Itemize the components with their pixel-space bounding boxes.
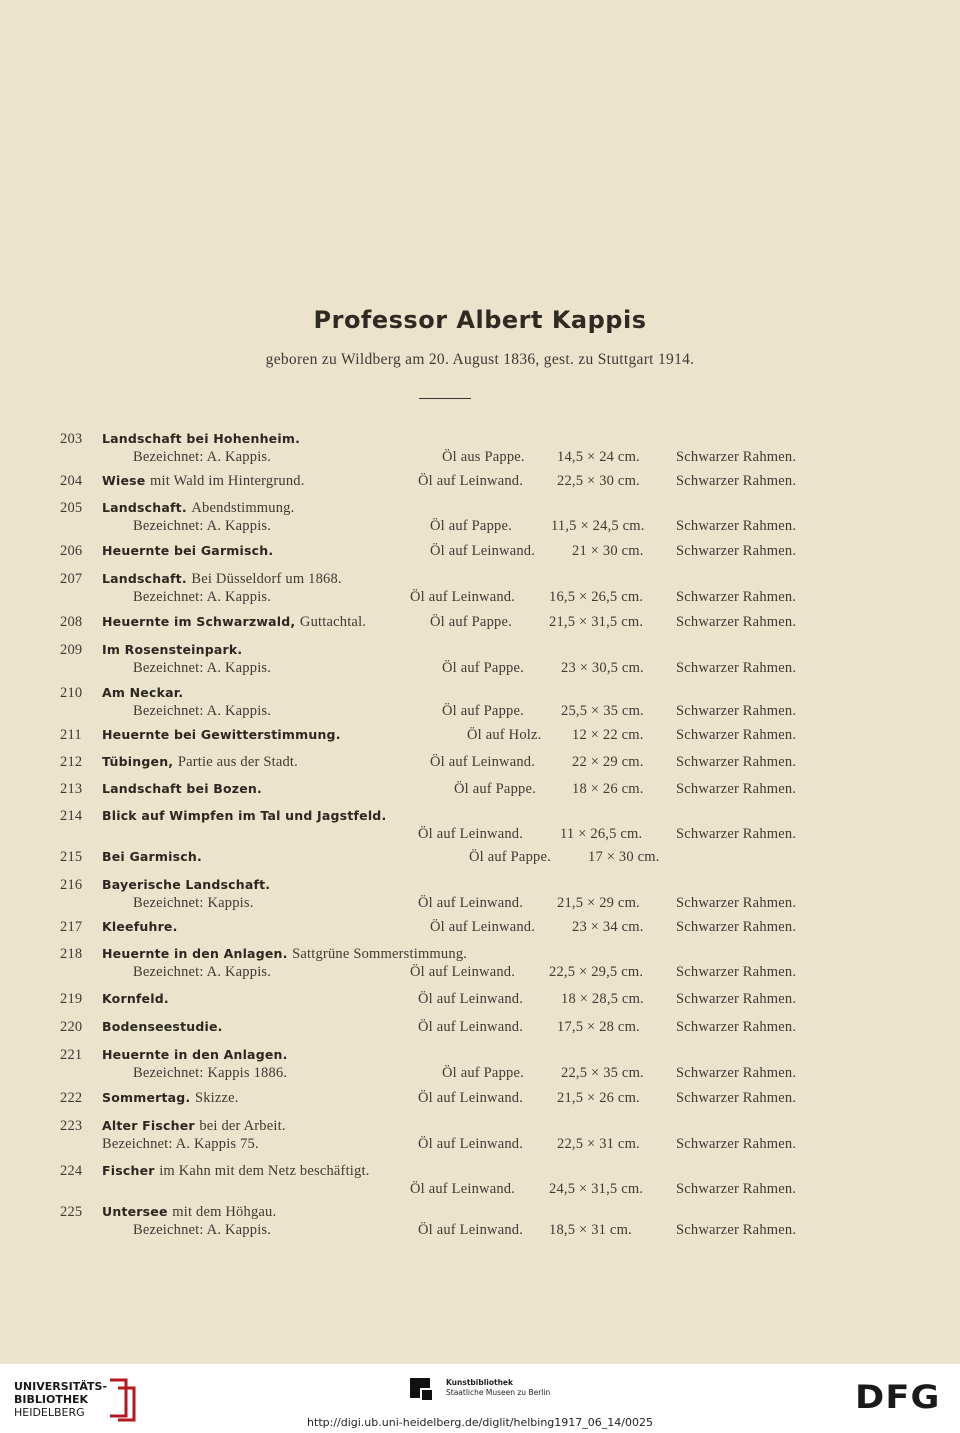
entry-line xyxy=(0,588,960,606)
entry-number: 213 xyxy=(60,781,83,797)
entry-number: 221 xyxy=(60,1047,83,1063)
entry-title-text: Kornfeld. xyxy=(102,991,169,1006)
entry-signature: Bezeichnet: A. Kappis. xyxy=(133,660,272,676)
title-divider xyxy=(419,398,471,399)
entry-title-text: Tübingen, xyxy=(102,754,174,769)
entry-dimensions: 17 × 30 cm. xyxy=(588,849,660,865)
entry-title xyxy=(102,641,242,659)
entry-title-text: Blick auf Wimpfen im Tal und Jagstfeld. xyxy=(102,808,387,823)
entry-number: 214 xyxy=(60,808,83,824)
entry-number: 210 xyxy=(60,685,83,701)
entry-line xyxy=(0,613,960,631)
entry-line xyxy=(0,641,960,659)
entry-frame: Schwarzer Rahmen. xyxy=(676,754,797,770)
entry-signature: Bezeichnet: Kappis. xyxy=(133,895,254,911)
entry-signature: Bezeichnet: A. Kappis. xyxy=(133,518,272,534)
entry-title-text: Kleefuhre. xyxy=(102,919,178,934)
entry-dimensions: 22 × 29 cm. xyxy=(572,754,644,770)
entry-title-text: Am Neckar. xyxy=(102,685,184,700)
entry-description: mit Wald im Hintergrund. xyxy=(150,473,305,489)
entry-dimensions: 17,5 × 28 cm. xyxy=(557,1019,640,1035)
entry-frame: Schwarzer Rahmen. xyxy=(676,1181,797,1197)
entry-dimensions: 22,5 × 35 cm. xyxy=(561,1065,644,1081)
entry-line xyxy=(0,807,960,825)
entry-number: 205 xyxy=(60,500,83,516)
entry-title xyxy=(102,780,262,798)
entry-medium: Öl auf Pappe. xyxy=(430,614,512,630)
entry-medium: Öl auf Leinwand. xyxy=(418,1019,524,1035)
entry-title xyxy=(102,1162,370,1180)
entry-description: Guttachtal. xyxy=(299,614,367,630)
entry-frame: Schwarzer Rahmen. xyxy=(676,1136,797,1152)
entry-title xyxy=(102,753,298,771)
entry-signature: Bezeichnet: A. Kappis. xyxy=(133,589,272,605)
entry-line xyxy=(0,448,960,466)
entry-dimensions: 23 × 30,5 cm. xyxy=(561,660,644,676)
entry-number: 218 xyxy=(60,946,83,962)
entry-medium: Öl auf Pappe. xyxy=(442,660,524,676)
entry-number: 225 xyxy=(60,1204,83,1220)
entry-line xyxy=(0,780,960,798)
entry-line xyxy=(0,894,960,912)
kunstbibliothek-icon xyxy=(410,1378,436,1404)
entry-dimensions: 14,5 × 24 cm. xyxy=(557,449,640,465)
kunstbibliothek-logo[interactable] xyxy=(410,1378,570,1408)
entry-frame: Schwarzer Rahmen. xyxy=(676,589,797,605)
entry-frame: Schwarzer Rahmen. xyxy=(676,781,797,797)
entry-number: 222 xyxy=(60,1090,83,1106)
entry-medium: Öl auf Leinwand. xyxy=(418,991,524,1007)
entry-frame: Schwarzer Rahmen. xyxy=(676,895,797,911)
entry-signature: Bezeichnet: A. Kappis. xyxy=(133,1222,272,1238)
entry-frame: Schwarzer Rahmen. xyxy=(676,449,797,465)
entry-title xyxy=(102,1046,288,1064)
entry-title-text: Heuernte bei Gewitterstimmung. xyxy=(102,727,341,742)
entry-medium: Öl auf Pappe. xyxy=(442,703,524,719)
entry-title xyxy=(102,472,305,490)
entry-frame: Schwarzer Rahmen. xyxy=(676,991,797,1007)
entry-title xyxy=(102,918,178,936)
entry-number: 204 xyxy=(60,473,83,489)
entry-dimensions: 25,5 × 35 cm. xyxy=(561,703,644,719)
entry-number: 224 xyxy=(60,1163,83,1179)
entry-dimensions: 12 × 22 cm. xyxy=(572,727,644,743)
footer-bar xyxy=(0,1364,960,1433)
permalink-url[interactable]: http://digi.ub.uni-heidelberg.de/diglit/helbing1917_06_14/0025 xyxy=(307,1416,653,1429)
entry-title-text: Heuernte in den Anlagen. xyxy=(102,946,288,961)
entry-title-text: Heuernte in den Anlagen. xyxy=(102,1047,288,1062)
entry-dimensions: 18 × 28,5 cm. xyxy=(561,991,644,1007)
entry-description: Sattgrüne Sommerstimmung. xyxy=(292,946,468,962)
entry-frame: Schwarzer Rahmen. xyxy=(676,614,797,630)
entry-medium: Öl auf Leinwand. xyxy=(410,964,516,980)
entry-title-text: Wiese xyxy=(102,473,146,488)
entry-frame: Schwarzer Rahmen. xyxy=(676,1065,797,1081)
entry-title xyxy=(102,499,294,517)
entry-title xyxy=(102,542,273,560)
entry-title-text: Heuernte bei Garmisch. xyxy=(102,543,274,558)
entry-number: 223 xyxy=(60,1118,83,1134)
entry-line xyxy=(0,1135,960,1153)
entry-dimensions: 18 × 26 cm. xyxy=(572,781,644,797)
entry-signature: Bezeichnet: A. Kappis 75. xyxy=(102,1136,259,1152)
entry-medium: Öl auf Leinwand. xyxy=(430,543,536,559)
entry-description: Skizze. xyxy=(194,1090,239,1106)
entry-dimensions: 24,5 × 31,5 cm. xyxy=(549,1181,644,1197)
entry-dimensions: 21,5 × 26 cm. xyxy=(557,1090,640,1106)
entry-frame: Schwarzer Rahmen. xyxy=(676,473,797,489)
entry-medium: Öl auf Leinwand. xyxy=(418,826,524,842)
entry-frame: Schwarzer Rahmen. xyxy=(676,1090,797,1106)
entry-number: 211 xyxy=(60,727,82,743)
entry-title xyxy=(102,1203,276,1221)
entry-line xyxy=(0,517,960,535)
entry-title-text: Landschaft bei Bozen. xyxy=(102,781,262,796)
entry-frame: Schwarzer Rahmen. xyxy=(676,518,797,534)
entry-number: 203 xyxy=(60,431,83,447)
entry-title xyxy=(102,848,202,866)
entry-medium: Öl auf Leinwand. xyxy=(430,754,536,770)
entry-title-text: Landschaft. xyxy=(102,500,187,515)
entry-line xyxy=(0,499,960,517)
entry-line xyxy=(0,702,960,720)
entry-number: 208 xyxy=(60,614,83,630)
entry-line xyxy=(0,1046,960,1064)
entry-medium: Öl auf Leinwand. xyxy=(418,895,524,911)
entry-line xyxy=(0,542,960,560)
entry-line xyxy=(0,726,960,744)
entry-title xyxy=(102,570,342,588)
entry-dimensions: 22,5 × 31 cm. xyxy=(557,1136,640,1152)
entry-title-text: Landschaft bei Hohenheim. xyxy=(102,431,301,446)
entry-description: bei der Arbeit. xyxy=(199,1118,286,1134)
entry-medium: Öl auf Leinwand. xyxy=(430,919,536,935)
entry-number: 212 xyxy=(60,754,83,770)
entry-line xyxy=(0,848,960,866)
entry-title-text: Bei Garmisch. xyxy=(102,849,202,864)
entry-signature: Bezeichnet: A. Kappis. xyxy=(133,703,272,719)
entry-dimensions: 21 × 30 cm. xyxy=(572,543,644,559)
entry-line xyxy=(0,918,960,936)
entry-medium: Öl auf Pappe. xyxy=(430,518,512,534)
entry-number: 207 xyxy=(60,571,83,587)
entry-frame: Schwarzer Rahmen. xyxy=(676,660,797,676)
entry-signature: Bezeichnet: Kappis 1886. xyxy=(133,1065,288,1081)
entry-frame: Schwarzer Rahmen. xyxy=(676,543,797,559)
entry-dimensions: 16,5 × 26,5 cm. xyxy=(549,589,644,605)
entry-title xyxy=(102,876,270,894)
entry-frame: Schwarzer Rahmen. xyxy=(676,727,797,743)
entry-title xyxy=(102,1018,223,1036)
entry-title-text: Sommertag. xyxy=(102,1090,191,1105)
entry-title xyxy=(102,684,183,702)
entry-title-text: Im Rosensteinpark. xyxy=(102,642,243,657)
entry-title xyxy=(102,945,467,963)
entry-title xyxy=(102,990,169,1008)
entry-dimensions: 11 × 26,5 cm. xyxy=(560,826,643,842)
entry-title-text: Heuernte im Schwarzwald, xyxy=(102,614,296,629)
entry-dimensions: 22,5 × 30 cm. xyxy=(557,473,640,489)
entry-frame: Schwarzer Rahmen. xyxy=(676,919,797,935)
entry-signature: Bezeichnet: A. Kappis. xyxy=(133,449,272,465)
entry-frame: Schwarzer Rahmen. xyxy=(676,1019,797,1035)
entry-title-text: Bayerische Landschaft. xyxy=(102,877,271,892)
entry-title-text: Fischer xyxy=(102,1163,155,1178)
entry-line xyxy=(0,570,960,588)
entry-number: 215 xyxy=(60,849,83,865)
entry-line xyxy=(0,1018,960,1036)
entry-frame: Schwarzer Rahmen. xyxy=(676,1222,797,1238)
entry-line xyxy=(0,1180,960,1198)
entry-frame: Schwarzer Rahmen. xyxy=(676,826,797,842)
entry-dimensions: 22,5 × 29,5 cm. xyxy=(549,964,644,980)
entry-line xyxy=(0,876,960,894)
entry-title-text: Landschaft. xyxy=(102,571,187,586)
entry-medium: Öl auf Leinwand. xyxy=(418,1222,524,1238)
ub-logo-text: UNIVERSITÄTS- BIBLIOTHEK HEIDELBERG xyxy=(14,1380,108,1419)
dfg-logo[interactable]: DFG xyxy=(855,1378,941,1416)
entry-line xyxy=(0,963,960,981)
entry-title xyxy=(102,726,341,744)
entry-line xyxy=(0,1203,960,1221)
entry-description: mit dem Höhgau. xyxy=(172,1204,277,1220)
entry-medium: Öl auf Leinwand. xyxy=(418,1136,524,1152)
entry-description: Abendstimmung. xyxy=(191,500,295,516)
entry-description: im Kahn mit dem Netz beschäftigt. xyxy=(159,1163,370,1179)
entry-frame: Schwarzer Rahmen. xyxy=(676,703,797,719)
entry-description: Partie aus der Stadt. xyxy=(177,754,298,770)
page-subtitle: geboren zu Wildberg am 20. August 1836, gest. zu Stuttgart 1914. xyxy=(265,351,695,368)
entry-title-text: Bodenseestudie. xyxy=(102,1019,223,1034)
entry-line xyxy=(0,825,960,843)
entry-title xyxy=(102,1089,239,1107)
entry-number: 219 xyxy=(60,991,83,1007)
entry-medium: Öl auf Leinwand. xyxy=(410,589,516,605)
entry-number: 206 xyxy=(60,543,83,559)
entry-dimensions: 18,5 × 31 cm. xyxy=(549,1222,632,1238)
entry-title-text: Untersee xyxy=(102,1204,168,1219)
entry-medium: Öl auf Holz. xyxy=(467,727,542,743)
entry-number: 216 xyxy=(60,877,83,893)
entry-line xyxy=(0,659,960,677)
entry-number: 217 xyxy=(60,919,83,935)
entry-line xyxy=(0,430,960,448)
entry-dimensions: 11,5 × 24,5 cm. xyxy=(551,518,645,534)
page-title: Professor Albert Kappis xyxy=(313,306,647,334)
entry-line xyxy=(0,1162,960,1180)
entry-dimensions: 21,5 × 29 cm. xyxy=(557,895,640,911)
entry-line xyxy=(0,684,960,702)
entry-title-text: Alter Fischer xyxy=(102,1118,195,1133)
entry-medium: Öl auf Pappe. xyxy=(454,781,536,797)
entry-title xyxy=(102,807,386,825)
entry-medium: Öl auf Leinwand. xyxy=(418,473,524,489)
entry-line xyxy=(0,1064,960,1082)
entry-title xyxy=(102,613,366,631)
entry-line xyxy=(0,1221,960,1239)
entry-line xyxy=(0,472,960,490)
entry-medium: Öl auf Pappe. xyxy=(442,1065,524,1081)
entry-title xyxy=(102,430,300,448)
entry-description: Bei Düsseldorf um 1868. xyxy=(191,571,342,587)
entry-medium: Öl auf Leinwand. xyxy=(418,1090,524,1106)
entry-medium: Öl auf Pappe. xyxy=(469,849,551,865)
entry-line xyxy=(0,753,960,771)
entry-signature: Bezeichnet: A. Kappis. xyxy=(133,964,272,980)
entry-line xyxy=(0,945,960,963)
kunstbibliothek-text: Kunstbibliothek Staatliche Museen zu Berlin xyxy=(446,1378,551,1397)
entry-dimensions: 21,5 × 31,5 cm. xyxy=(549,614,644,630)
entry-medium: Öl aus Pappe. xyxy=(442,449,525,465)
entry-line xyxy=(0,1117,960,1135)
entry-medium: Öl auf Leinwand. xyxy=(410,1181,516,1197)
entry-title xyxy=(102,1117,286,1135)
entry-line xyxy=(0,1089,960,1107)
entry-number: 220 xyxy=(60,1019,83,1035)
entry-frame: Schwarzer Rahmen. xyxy=(676,964,797,980)
entry-number: 209 xyxy=(60,642,83,658)
entry-line xyxy=(0,990,960,1008)
entry-dimensions: 23 × 34 cm. xyxy=(572,919,644,935)
